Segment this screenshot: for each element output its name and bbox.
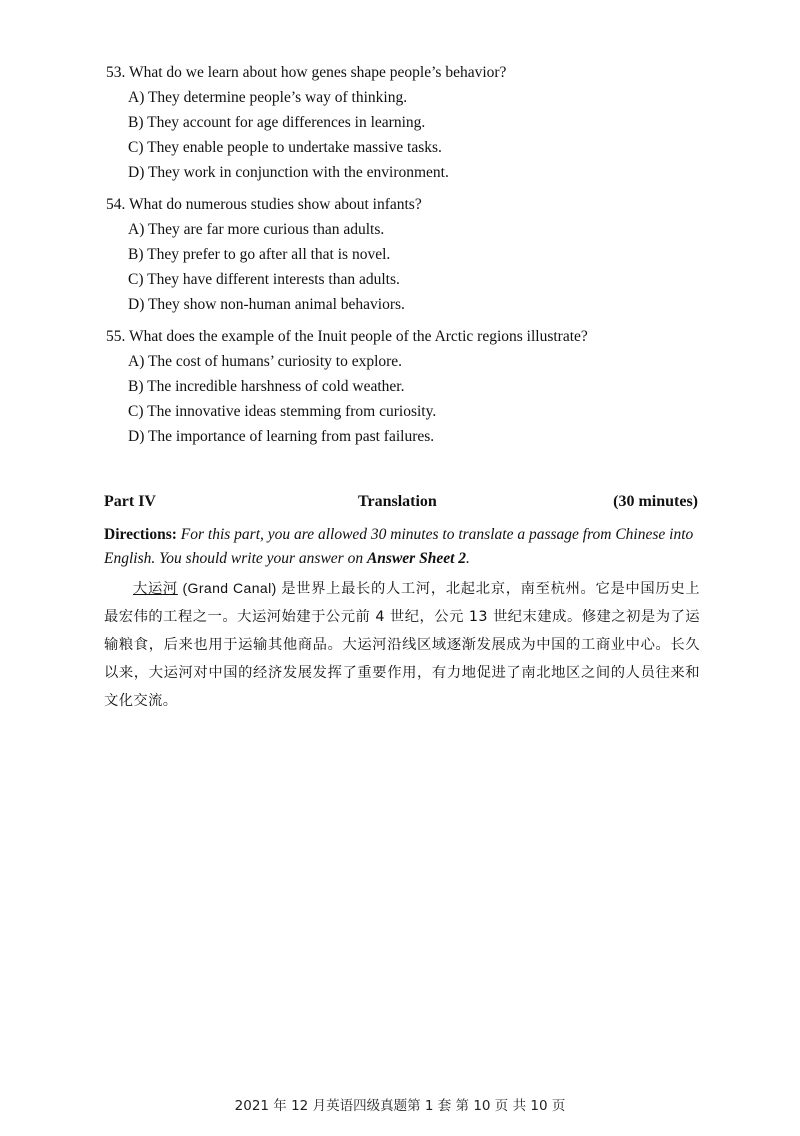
directions-text: For this part, you are allowed 30 minutes to translate a passage from Chinese into English. You should write your answer on [104,526,694,567]
question-option-a: A) They determine people’s way of thinking. [128,89,408,106]
question-option-b: B) The incredible harshness of cold weather. [128,378,405,395]
question-53 [106,64,726,182]
part-header [104,493,698,513]
question-option-a: A) They are far more curious than adults. [128,221,385,238]
question-option-d: D) They show non-human animal behaviors. [128,296,405,313]
question-option-b: B) They prefer to go after all that is novel. [128,246,391,263]
question-55 [106,328,726,446]
question-option-d: D) They work in conjunction with the environment. [128,164,449,181]
question-option-b: B) They account for age differences in learning. [128,114,426,131]
answer-sheet-reference: Answer Sheet 2 [366,550,467,567]
question-stem: 53. What do we learn about how genes shape people’s behavior? [106,64,507,81]
translation-passage [104,574,700,715]
question-option-c: C) They have different interests than adults. [128,271,400,288]
directions-label: Directions: [104,526,177,543]
directions-end: . [466,550,470,567]
question-54 [106,196,726,314]
part-name: Part IV [104,493,156,510]
passage-body: 是世界上最长的人工河，北起北京，南至杭州。它是中国历史上最宏伟的工程之一。大运河始建于公元前 4 世纪，公元 13 世纪末建成。修建之初是为了运输粮食，后来也用于运输其他商品。大运河沿线区域逐渐发展成为中国的工商业中心。长久以来，大运河对中国的经济发展发挥了重要作用，有力地促进了南北地区之间的人员往来和文化交流。 [104,581,700,709]
passage-term-english: (Grand Canal) [177,580,282,596]
question-option-a: A) The cost of humans’ curiosity to explore. [128,353,403,370]
question-option-c: C) The innovative ideas stemming from curiosity. [128,403,437,420]
directions [104,523,700,571]
question-option-d: D) The importance of learning from past failures. [128,428,435,445]
part-title: Translation [358,493,437,510]
part-time-limit: (30 minutes) [613,493,698,510]
page-footer: 2021 年 12 月英语四级真题第 1 套 第 10 页 共 10 页 [234,1098,566,1114]
question-stem: 55. What does the example of the Inuit people of the Arctic regions illustrate? [106,328,588,345]
passage-term: 大运河 [133,581,178,597]
question-option-c: C) They enable people to undertake massive tasks. [128,139,442,156]
question-stem: 54. What do numerous studies show about infants? [106,196,422,213]
